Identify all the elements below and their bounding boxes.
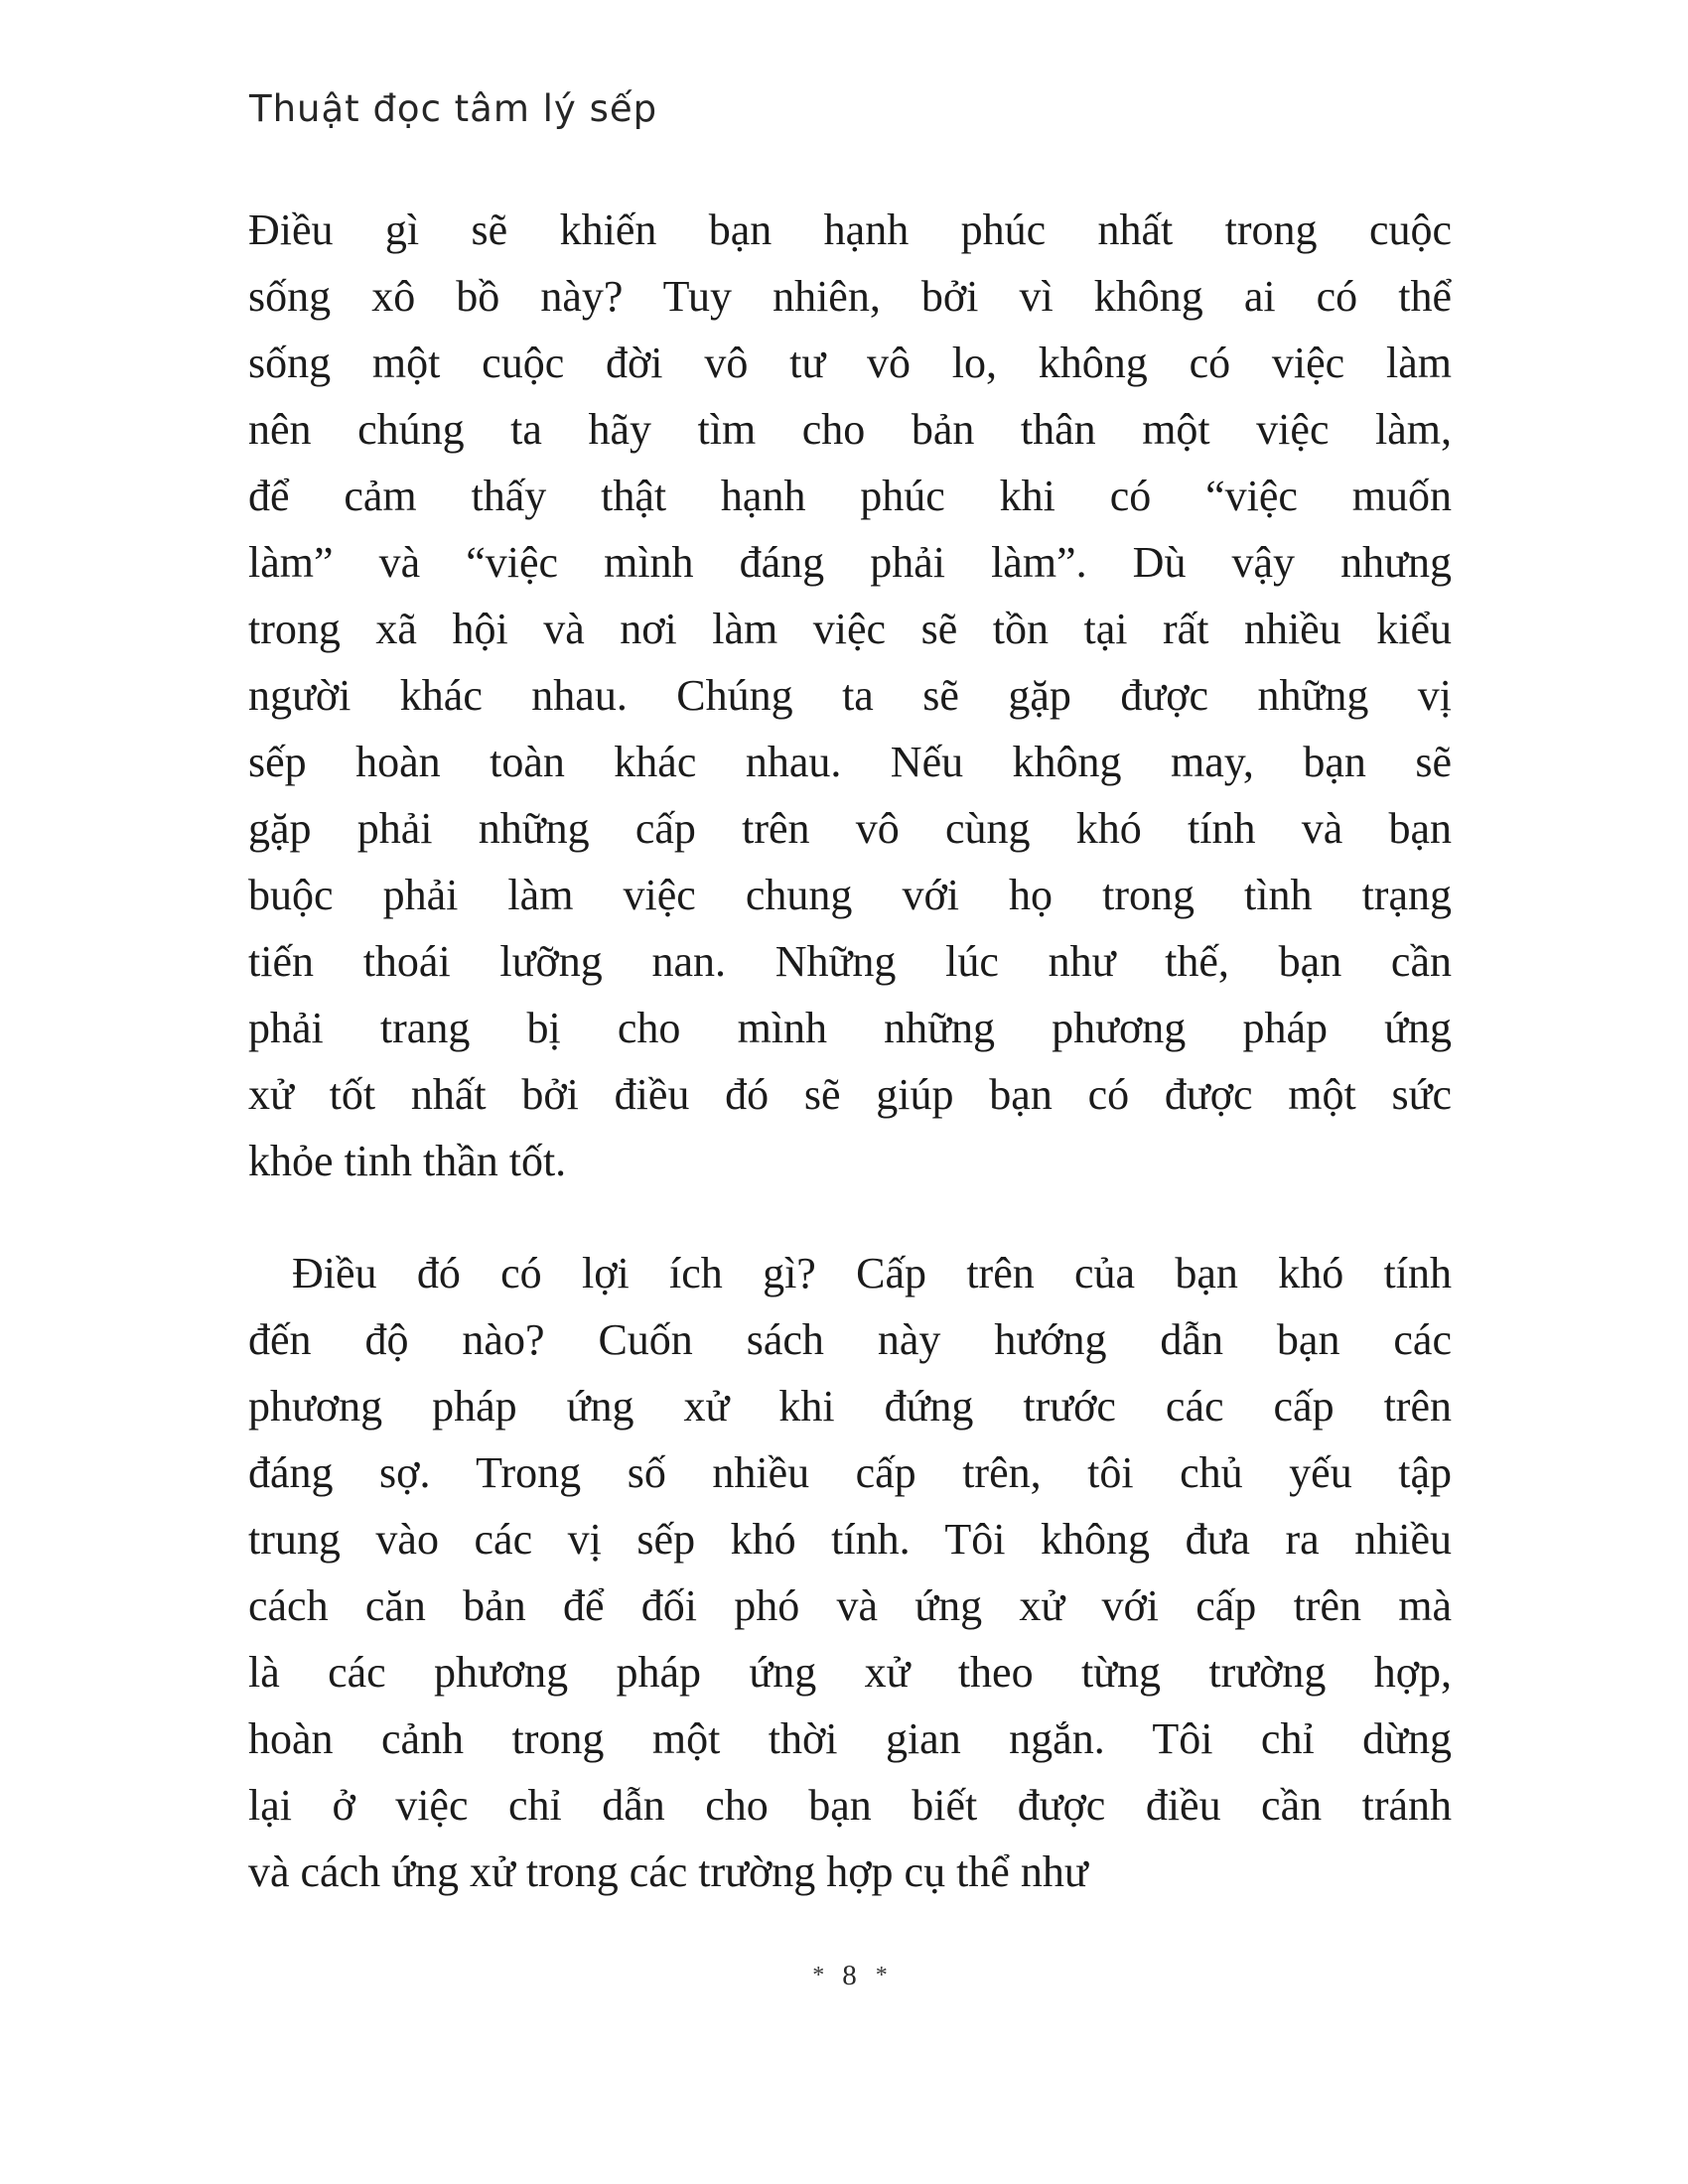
- page-footer: [248, 1960, 1452, 1992]
- footer-ornament-left: *: [812, 1963, 825, 1988]
- text-line: buộc phải làm việc chung với họ trong tình trạng: [248, 871, 1452, 919]
- text-line: phương pháp ứng xử khi đứng trước các cấp trên: [248, 1382, 1452, 1431]
- page-number: 8: [842, 1960, 858, 1991]
- running-header: Thuật đọc tâm lý sếp: [249, 87, 658, 130]
- text-line: nên chúng ta hãy tìm cho bản thân một việc làm,: [248, 405, 1452, 454]
- text-line: phải trang bị cho mình những phương pháp ứng: [248, 1004, 1452, 1052]
- text-line: khỏe tinh thần tốt.: [248, 1137, 567, 1185]
- text-line: đáng sợ. Trong số nhiều cấp trên, tôi chủ yếu tập: [248, 1448, 1452, 1497]
- text-line: và cách ứng xử trong các trường hợp cụ thể như: [248, 1847, 1088, 1896]
- text-line: người khác nhau. Chúng ta sẽ gặp được những vị: [248, 671, 1452, 720]
- paragraph-1: [248, 197, 1452, 1194]
- text-line: sống một cuộc đời vô tư vô lo, không có việc làm: [248, 339, 1452, 387]
- footer-ornament-right: *: [875, 1963, 888, 1988]
- text-line: xử tốt nhất bởi điều đó sẽ giúp bạn có được một sức: [248, 1070, 1452, 1119]
- text-line: để cảm thấy thật hạnh phúc khi có “việc muốn: [248, 472, 1452, 520]
- text-line: trung vào các vị sếp khó tính. Tôi không đưa ra nhiều: [248, 1515, 1452, 1564]
- text-line: đến độ nào? Cuốn sách này hướng dẫn bạn các: [248, 1315, 1452, 1364]
- body-text: [248, 197, 1452, 1905]
- paragraph-2: [248, 1240, 1452, 1905]
- text-line: cách căn bản để đối phó và ứng xử với cấp trên mà: [248, 1581, 1452, 1630]
- text-line: lại ở việc chỉ dẫn cho bạn biết được điều cần tránh: [248, 1781, 1452, 1830]
- text-line: gặp phải những cấp trên vô cùng khó tính và bạn: [248, 804, 1452, 853]
- text-line: là các phương pháp ứng xử theo từng trường hợp,: [248, 1648, 1452, 1697]
- text-line: trong xã hội và nơi làm việc sẽ tồn tại rất nhiều kiểu: [248, 605, 1452, 653]
- text-line: Điều gì sẽ khiến bạn hạnh phúc nhất trong cuộc: [248, 205, 1452, 254]
- text-line: sống xô bồ này? Tuy nhiên, bởi vì không ai có thể: [248, 272, 1452, 321]
- text-line: sếp hoàn toàn khác nhau. Nếu không may, bạn sẽ: [248, 738, 1452, 786]
- text-line: tiến thoái lưỡng nan. Những lúc như thế, bạn cần: [248, 937, 1452, 986]
- text-line: hoàn cảnh trong một thời gian ngắn. Tôi chỉ dừng: [248, 1714, 1452, 1763]
- text-line: làm” và “việc mình đáng phải làm”. Dù vậy nhưng: [248, 538, 1452, 587]
- text-line: Điều đó có lợi ích gì? Cấp trên của bạn khó tính: [292, 1249, 1452, 1297]
